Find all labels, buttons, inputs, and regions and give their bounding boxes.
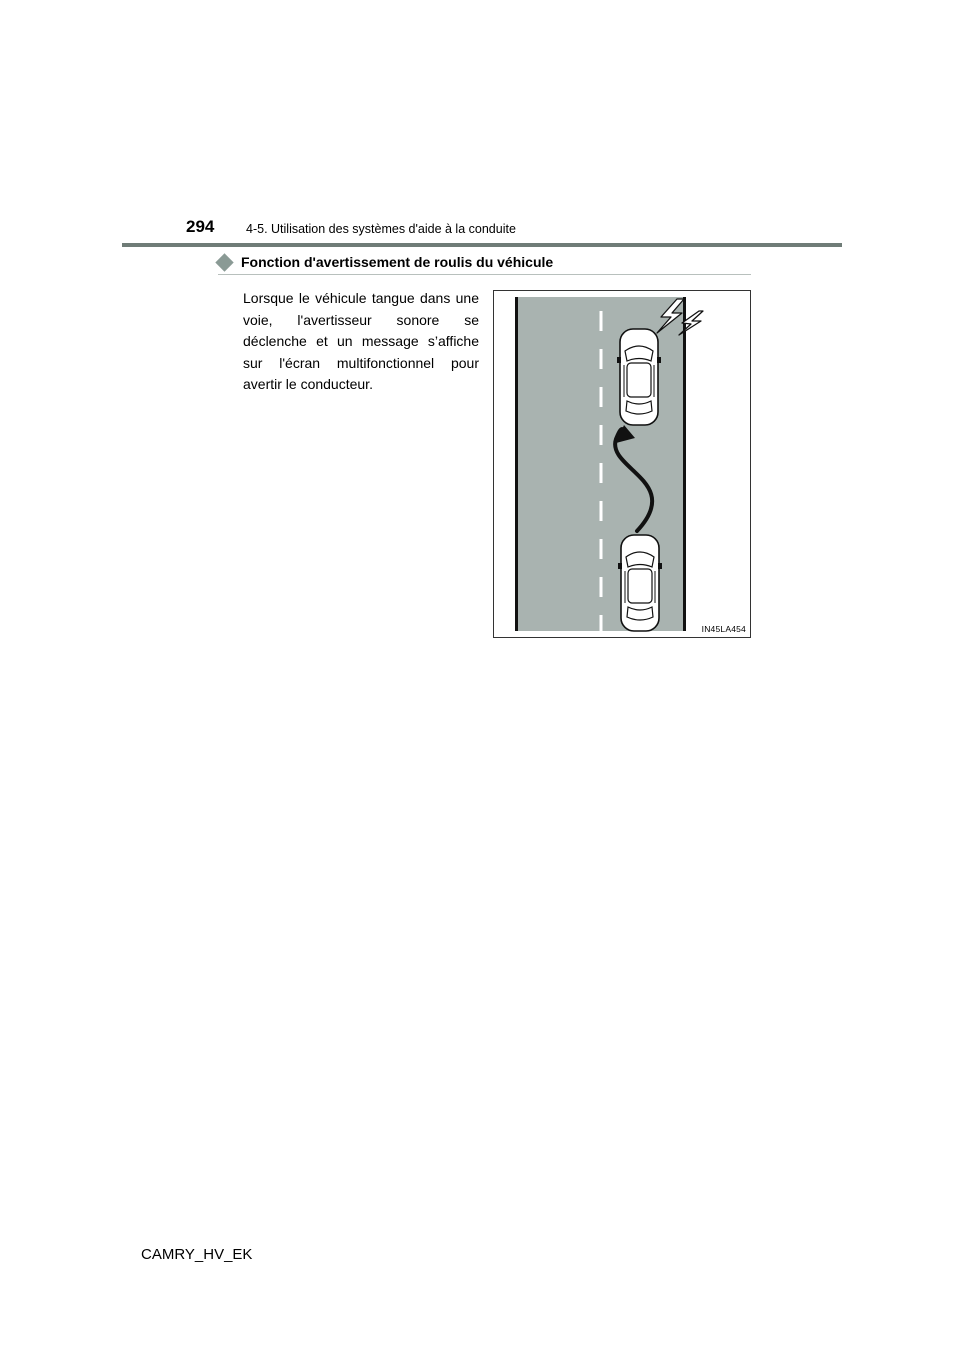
footer-model-code: CAMRY_HV_EK: [141, 1246, 253, 1263]
figure-id: IN45LA454: [701, 624, 746, 634]
subsection-heading: [218, 254, 553, 270]
lane-weave-diagram: [494, 291, 750, 637]
left-edge-line: [515, 297, 518, 631]
illustration: [493, 290, 751, 638]
body-paragraph: Lorsque le véhicule tangue dans une voie, l'avertisseur sonore se déclenche et un message s’affiche sur l'écran multifonctionnel pour avertir le conducteur.: [243, 290, 479, 392]
page-number: 294: [186, 217, 215, 236]
right-edge-line: [683, 297, 686, 631]
car-top-view-icon: [618, 535, 662, 631]
car-top-view-icon: [617, 329, 661, 425]
header-rule: [122, 243, 842, 247]
heading-rule: [218, 274, 751, 275]
heading-text: Fonction d'avertissement de roulis du véhicule: [241, 254, 554, 270]
diamond-bullet-icon: [215, 253, 233, 271]
section-title: 4-5. Utilisation des systèmes d'aide à la conduite: [246, 222, 516, 236]
